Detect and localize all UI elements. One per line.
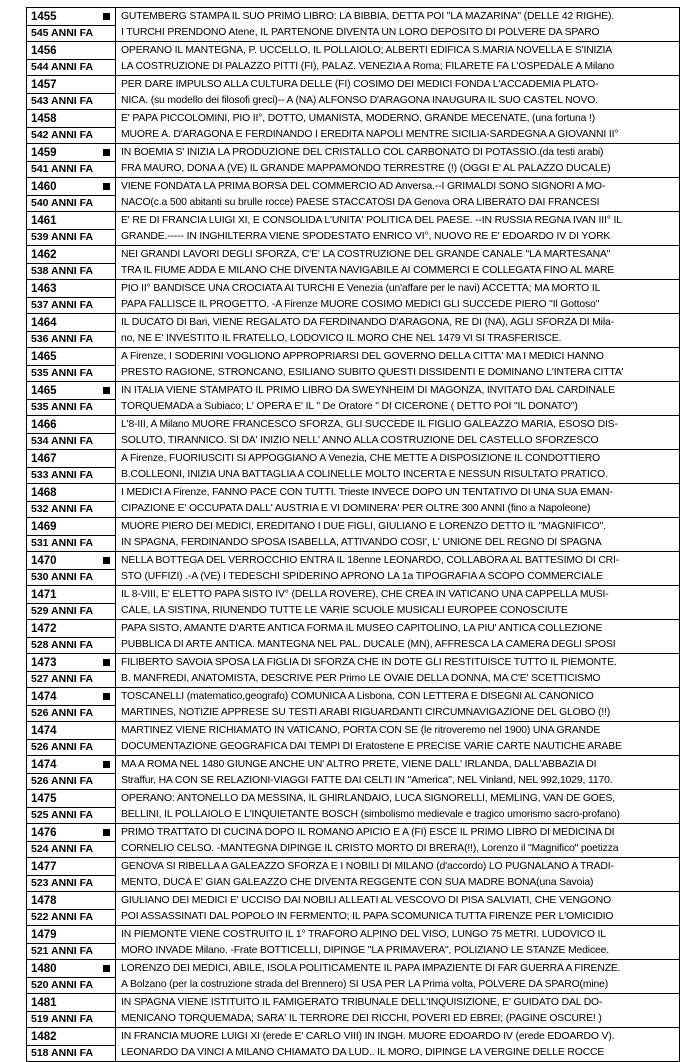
event-line-2: TORQUEMADA a Subiaco; L' OPERA E' IL " De Oratore " DI CICERONE ( DETTO POI "IL DONATO") xyxy=(121,401,578,412)
event-line-2: B. MANFREDI, ANATOMISTA, DESCRIVE PER Primo LE OVAIE DELLA DONNA, MA C'E' SCETTICISMO xyxy=(121,673,601,684)
year-row-5 xyxy=(27,178,680,212)
event-line-2: Straffur, HA CON SE RELAZIONI-VIAGGI FATTE DAI CELTI IN "America", NEL Vinland, NEL 992,1029, 1170. xyxy=(121,775,613,786)
event-cell xyxy=(116,892,680,926)
event-cell xyxy=(116,654,680,688)
square-bullet-icon xyxy=(103,659,110,666)
years-ago-label: 530 ANNI FA xyxy=(31,571,94,583)
year-number: 1478 xyxy=(31,895,57,907)
event-line-2: B.COLLEONI, INIZIA UNA BATTAGLIA A COLINELLE MOLTO INCERTA E NESSUN RISULTATO PRATICO. xyxy=(121,469,608,480)
event-cell xyxy=(116,8,680,42)
year-number: 1457 xyxy=(31,79,57,91)
event-line-1: IL DUCATO DI Bari, VIENE REGALATO DA FERDINANDO D'ARAGONA, RE DI (NA), AGLI SFORZA DI Mila- xyxy=(121,317,614,328)
event-line-1: E' RE DI FRANCIA LUIGI XI, E CONSOLIDA L'UNITA' POLITICA DEL PAESE. --IN RUSSIA REGNA IVAN III° IL xyxy=(121,215,622,226)
square-bullet-icon xyxy=(103,13,110,20)
year-number: 1468 xyxy=(31,487,57,499)
years-ago-label: 526 ANNI FA xyxy=(31,775,94,787)
year-label xyxy=(27,348,115,366)
years-ago-label: 537 ANNI FA xyxy=(31,299,94,311)
year-cell xyxy=(27,382,116,416)
event-cell xyxy=(116,178,680,212)
year-cell xyxy=(27,450,116,484)
event-line-1: E' PAPA PICCOLOMINI, PIO II°, DOTTO, UMANISTA, MODERNO, GRANDE MECENATE, (una fortuna !) xyxy=(121,113,596,124)
year-cell xyxy=(27,790,116,824)
event-line-1: IN PIEMONTE VIENE COSTRUITO IL 1° TRAFORO ALPINO DEL VISO, LUNGO 75 METRI. LUDOVICO IL xyxy=(121,929,606,940)
year-number: 1476 xyxy=(31,827,57,839)
year-number: 1470 xyxy=(31,555,57,567)
square-bullet-icon xyxy=(103,693,110,700)
years-ago-label: 545 ANNI FA xyxy=(31,27,94,39)
event-line-1: MA A ROMA NEL 1480 GIUNGE ANCHE UN' ALTRO PRETE, VIENE DALL' IRLANDA, DALL'ABBAZIA DI xyxy=(121,759,597,770)
event-line-2: GRANDE.----- IN INGHILTERRA VIENE SPODESTATO ENRICO VI°, NUOVO RE E' EDOARDO IV DI YORK xyxy=(121,231,611,242)
event-cell xyxy=(116,416,680,450)
year-row-22 xyxy=(27,756,680,790)
year-cell xyxy=(27,484,116,518)
year-label xyxy=(27,518,115,536)
year-row-9 xyxy=(27,314,680,348)
event-line-2: NICA. (su modello dei filosofi greci)-- A (NA) ALFONSO D'ARAGONA INAUGURA IL SUO CASTEL NOVO. xyxy=(121,95,598,106)
year-cell xyxy=(27,110,116,144)
event-line-1: MUORE PIERO DEI MEDICI, EREDITANO I DUE FIGLI, GIULIANO E LORENZO DETTO IL "MAGNIFICO". xyxy=(121,521,606,532)
year-cell xyxy=(27,654,116,688)
event-line-2: CALE, LA SISTINA, RIUNENDO TUTTE LE VARIE SCUOLE MUSICALI EUROPEE CONOSCIUTE xyxy=(121,605,568,616)
years-ago-label: 523 ANNI FA xyxy=(31,877,94,889)
event-cell xyxy=(116,994,680,1028)
square-bullet-icon xyxy=(103,557,110,564)
years-ago-label: 524 ANNI FA xyxy=(31,843,94,855)
year-cell xyxy=(27,756,116,790)
year-label xyxy=(27,892,115,910)
year-label xyxy=(27,382,115,400)
year-label xyxy=(27,246,115,264)
event-line-1: TOSCANELLI (matematico,geografo) COMUNICA A Lisbona, CON LETTERA E DISEGNI AL CANONICO xyxy=(121,691,594,702)
event-line-1: OPERANO: ANTONELLO DA MESSINA, IL GHIRLANDAIO, LUCA SIGNORELLI, MEMLING, VAN DE GOES, xyxy=(121,793,616,804)
year-row-15 xyxy=(27,518,680,552)
year-cell xyxy=(27,688,116,722)
year-number: 1472 xyxy=(31,623,57,635)
years-ago-label: 534 ANNI FA xyxy=(31,435,94,447)
year-label xyxy=(27,178,115,196)
year-cell xyxy=(27,212,116,246)
year-cell xyxy=(27,994,116,1028)
years-ago-label: 542 ANNI FA xyxy=(31,129,94,141)
event-line-1: GIULIANO DEI MEDICI E' UCCISO DAI NOBILI ALLEATI AL VESCOVO DI PISA SALVIATI, CHE VENGONO xyxy=(121,895,612,906)
year-number: 1471 xyxy=(31,589,57,601)
year-label xyxy=(27,756,115,774)
event-line-2: NACO(c.a 500 abitanti su brulle rocce) PAESE STACCATOSI DA Genova ORA LIBERATO DAI FRANCESI xyxy=(121,197,600,208)
year-label xyxy=(27,688,115,706)
year-label xyxy=(27,654,115,672)
event-line-2: PAPA FALLISCE IL PROGETTO. -A Firenze MUORE COSIMO MEDICI GLI SUCCEDE PIERO "Il Gottoso" xyxy=(121,299,600,310)
year-row-10 xyxy=(27,348,680,382)
event-line-2: LA COSTRUZIONE DI PALAZZO PITTI (FI), PALAZ. VENEZIA A Roma; FILARETE FA L'OSPEDALE A Milano xyxy=(121,61,615,72)
year-cell xyxy=(27,348,116,382)
years-ago-label: 535 ANNI FA xyxy=(31,367,94,379)
event-line-1: IN ITALIA VIENE STAMPATO IL PRIMO LIBRO DA SWEYNHEIM DI MAGONZA, INVITATO DAL CARDINALE xyxy=(121,385,615,396)
year-label xyxy=(27,552,115,570)
years-ago-label: 526 ANNI FA xyxy=(31,707,94,719)
event-line-2: MENTO, DUCA E' GIAN GALEAZZO CHE DIVENTA REGGENTE CON SUA MADRE BONA(una Savoia) xyxy=(121,877,594,888)
years-ago-label: 536 ANNI FA xyxy=(31,333,94,345)
year-cell xyxy=(27,144,116,178)
years-ago-label: 532 ANNI FA xyxy=(31,503,94,515)
year-label xyxy=(27,144,115,162)
years-ago-label: 538 ANNI FA xyxy=(31,265,94,277)
year-cell xyxy=(27,620,116,654)
year-number: 1465 xyxy=(31,351,57,363)
event-cell xyxy=(116,280,680,314)
year-cell xyxy=(27,314,116,348)
event-line-1: PER DARE IMPULSO ALLA CULTURA DELLE (FI) COSIMO DEI MEDICI FONDA L'ACCADEMIA PLATO- xyxy=(121,79,599,90)
event-line-2: PUBBLICA DI ARTE ANTICA. MANTEGNA NEL PAL. DUCALE (MN), AFFRESCA LA CAMERA DEGLI SPOSI xyxy=(121,639,616,650)
event-line-2: MUORE A. D'ARAGONA E FERDINANDO I EREDITA NAPOLI MENTRE SICILIA-SARDEGNA A GIOVANNI II° xyxy=(121,129,619,140)
year-number: 1462 xyxy=(31,249,57,261)
event-cell xyxy=(116,926,680,960)
years-ago-label: 541 ANNI FA xyxy=(31,163,94,175)
year-number: 1458 xyxy=(31,113,57,125)
year-number: 1479 xyxy=(31,929,57,941)
year-number: 1461 xyxy=(31,215,57,227)
square-bullet-icon xyxy=(103,149,110,156)
event-cell xyxy=(116,858,680,892)
event-line-2: POI ASSASSINATI DAL POPOLO IN FERMENTO; IL PAPA SCOMUNICA TUTTA FIRENZE PER L'OMICIDIO xyxy=(121,911,614,922)
year-number: 1467 xyxy=(31,453,57,465)
event-line-1: NEI GRANDI LAVORI DEGLI SFORZA, C'E' LA COSTRUZIONE DEL GRANDE CANALE "LA MARTESANA" xyxy=(121,249,611,260)
year-cell xyxy=(27,42,116,76)
year-label xyxy=(27,790,115,808)
year-number: 1464 xyxy=(31,317,57,329)
event-line-1: I MEDICI A Firenze, FANNO PACE CON TUTTI. Trieste INVECE DOPO UN TENTATIVO DI UNA SUA EMAN- xyxy=(121,487,613,498)
years-ago-label: 519 ANNI FA xyxy=(31,1013,94,1025)
years-ago-label: 527 ANNI FA xyxy=(31,673,94,685)
year-label xyxy=(27,314,115,332)
year-cell xyxy=(27,416,116,450)
year-number: 1475 xyxy=(31,793,57,805)
year-row-21 xyxy=(27,722,680,756)
year-cell xyxy=(27,960,116,994)
years-ago-label: 520 ANNI FA xyxy=(31,979,94,991)
year-number: 1459 xyxy=(31,147,57,159)
year-cell xyxy=(27,280,116,314)
year-label xyxy=(27,1028,115,1046)
square-bullet-icon xyxy=(103,183,110,190)
year-row-0 xyxy=(27,8,680,42)
year-number: 1474 xyxy=(31,725,57,737)
years-ago-label: 540 ANNI FA xyxy=(31,197,94,209)
year-cell xyxy=(27,722,116,756)
event-cell xyxy=(116,1028,680,1062)
year-number: 1469 xyxy=(31,521,57,533)
years-ago-label: 518 ANNI FA xyxy=(31,1047,94,1059)
year-cell xyxy=(27,552,116,586)
year-row-26 xyxy=(27,892,680,926)
years-ago-label: 544 ANNI FA xyxy=(31,61,94,73)
event-line-2: DOCUMENTAZIONE GEOGRAFICA DAI TEMPI DI Eratostene E PRECISE VARIE CARTE NAUTICHE ARABE xyxy=(121,741,622,752)
years-ago-label: 522 ANNI FA xyxy=(31,911,94,923)
event-line-2: I TURCHI PRENDONO Atene, IL PARTENONE DIVENTA UN LORO DEPOSITO DI POLVERE DA SPARO xyxy=(121,27,600,38)
year-row-8 xyxy=(27,280,680,314)
event-cell xyxy=(116,144,680,178)
year-row-30 xyxy=(27,1028,680,1062)
year-label xyxy=(27,824,115,842)
year-row-6 xyxy=(27,212,680,246)
event-line-2: IN SPAGNA, FERDINANDO SPOSA ISABELLA, ATTIVANDO COSI', L' UNIONE DEL REGNO DI SPAGNA xyxy=(121,537,602,548)
year-number: 1456 xyxy=(31,45,57,57)
year-label xyxy=(27,960,115,978)
event-cell xyxy=(116,688,680,722)
event-line-1: A Firenze, FUORIUSCITI SI APPOGGIANO A Venezia, CHE METTE A DISPOSIZIONE IL CONDOTTIERO xyxy=(121,453,601,464)
year-label xyxy=(27,76,115,94)
year-row-16 xyxy=(27,552,680,586)
event-line-1: PIO II° BANDISCE UNA CROCIATA AI TURCHI E Venezia (un'affare per le navi) ACCETTA; MA MORTO IL xyxy=(121,283,601,294)
event-line-1: PRIMO TRATTATO DI CUCINA DOPO IL ROMANO APICIO E A (FI) ESCE IL PRIMO LIBRO DI MEDICINA DI xyxy=(121,827,615,838)
years-ago-label: 526 ANNI FA xyxy=(31,741,94,753)
years-ago-label: 529 ANNI FA xyxy=(31,605,94,617)
event-line-2: TRA IL FIUME ADDA E MILANO CHE DIVENTA NAVIGABILE AI COMMERCI E COLLEGATA FINO AL MARE xyxy=(121,265,615,276)
year-row-7 xyxy=(27,246,680,280)
event-line-1: LORENZO DEI MEDICI, ABILE, ISOLA POLITICAMENTE IL PAPA IMPAZIENTE DI FAR GUERRA A FIRENZE. xyxy=(121,963,621,974)
year-row-23 xyxy=(27,790,680,824)
event-line-1: IN BOEMIA S' INIZIA LA PRODUZIONE DEL CRISTALLO COL CARBONATO DI POTASSIO.(da testi arabi) xyxy=(121,147,604,158)
year-label xyxy=(27,212,115,230)
event-line-2: FRA MAURO, DONA A (VE) IL GRANDE MAPPAMONDO TERRESTRE (!) (OGGI E' AL PALAZZO DUCALE) xyxy=(121,163,611,174)
event-line-1: OPERANO IL MANTEGNA, P. UCCELLO, IL POLLAIOLO; ALBERTI EDIFICA S.MARIA NOVELLA E S'INIZIA xyxy=(121,45,613,56)
event-line-2: A Bolzano (per la costruzione strada del Brennero) SI USA PER LA Prima volta, POLVERE DA SPARO(mine) xyxy=(121,979,609,990)
year-row-13 xyxy=(27,450,680,484)
year-label xyxy=(27,280,115,298)
year-number: 1482 xyxy=(31,1031,57,1043)
year-number: 1460 xyxy=(31,181,57,193)
year-label xyxy=(27,416,115,434)
year-label xyxy=(27,42,115,60)
year-cell xyxy=(27,1028,116,1062)
event-line-2: CIPAZIONE E' OCCUPATA DALL' AUSTRIA E VI DOMINERA' PER OLTRE 300 ANNI (fino a Napoleone) xyxy=(121,503,591,514)
event-line-2: CORNELIO CELSO. -MANTEGNA DIPINGE IL CRISTO MORTO DI BRERA(!!), Lorenzo il "Magnifico" poetizza xyxy=(121,843,619,854)
event-line-1: MARTINEZ VIENE RICHIAMATO IN VATICANO, PORTA CON SE (le ritroveremo nel 1900) UNA GRANDE xyxy=(121,725,601,736)
year-row-28 xyxy=(27,960,680,994)
event-cell xyxy=(116,382,680,416)
year-row-1 xyxy=(27,42,680,76)
year-row-4 xyxy=(27,144,680,178)
event-cell xyxy=(116,212,680,246)
event-cell xyxy=(116,450,680,484)
event-cell xyxy=(116,790,680,824)
years-ago-label: 525 ANNI FA xyxy=(31,809,94,821)
year-cell xyxy=(27,858,116,892)
year-number: 1474 xyxy=(31,759,57,771)
year-label xyxy=(27,8,115,26)
square-bullet-icon xyxy=(103,761,110,768)
event-line-1: IN SPAGNA VIENE ISTITUITO IL FAMIGERATO TRIBUNALE DELL'INQUISIZIONE, E' GUIDATO DAL DO- xyxy=(121,997,603,1008)
year-label xyxy=(27,450,115,468)
year-row-12 xyxy=(27,416,680,450)
event-line-1: GENOVA SI RIBELLA A GALEAZZO SFORZA E I NOBILI DI MILANO (d'accordo) LO PUGNALANO A TRADI- xyxy=(121,861,614,872)
year-row-11 xyxy=(27,382,680,416)
event-line-1: NELLA BOTTEGA DEL VERROCCHIO ENTRA IL 18enne LEONARDO, COLLABORA AL BATTESIMO DI CRI- xyxy=(121,555,620,566)
year-cell xyxy=(27,926,116,960)
event-line-2: MORO INVADE Milano. -Frate BOTTICELLI, DIPINGE "LA PRIMAVERA", POLIZIANO LE STANZE Medicee. xyxy=(121,945,609,956)
year-number: 1466 xyxy=(31,419,57,431)
year-number: 1455 xyxy=(31,11,57,23)
event-line-1: A Firenze, I SODERINI VOGLIONO APPROPRIARSI DEL GOVERNO DELLA CITTA' MA I MEDICI HANNO xyxy=(121,351,604,362)
event-cell xyxy=(116,824,680,858)
year-row-14 xyxy=(27,484,680,518)
event-line-1: IN FRANCIA MUORE LUIGI XI (erede E' CARLO VIII) IN INGH. MUORE EDOARDO IV (erede EDOARDO V). xyxy=(121,1031,615,1042)
year-label xyxy=(27,926,115,944)
years-ago-label: 543 ANNI FA xyxy=(31,95,94,107)
year-cell xyxy=(27,8,116,42)
year-number: 1477 xyxy=(31,861,57,873)
year-cell xyxy=(27,892,116,926)
year-row-25 xyxy=(27,858,680,892)
year-number: 1463 xyxy=(31,283,57,295)
year-label xyxy=(27,858,115,876)
year-number: 1474 xyxy=(31,691,57,703)
year-label xyxy=(27,722,115,740)
event-cell xyxy=(116,42,680,76)
square-bullet-icon xyxy=(103,829,110,836)
event-line-2: STO (UFFIZI) .-A (VE) I TEDESCHI SPIDERINO APRONO LA 1a TIPOGRAFIA A SCOPO COMMERCIALE xyxy=(121,571,603,582)
event-line-1: L'8-III, A Milano MUORE FRANCESCO SFORZA, GLI SUCCEDE IL FIGLIO GALEAZZO MARIA, ESOSO DIS- xyxy=(121,419,618,430)
year-row-17 xyxy=(27,586,680,620)
year-row-27 xyxy=(27,926,680,960)
event-cell xyxy=(116,552,680,586)
year-label xyxy=(27,586,115,604)
event-cell xyxy=(116,76,680,110)
year-cell xyxy=(27,76,116,110)
year-number: 1465 xyxy=(31,385,57,397)
year-row-3 xyxy=(27,110,680,144)
event-cell xyxy=(116,314,680,348)
event-cell xyxy=(116,722,680,756)
year-row-19 xyxy=(27,654,680,688)
event-cell xyxy=(116,756,680,790)
year-number: 1481 xyxy=(31,997,57,1009)
square-bullet-icon xyxy=(103,387,110,394)
event-cell xyxy=(116,518,680,552)
year-label xyxy=(27,620,115,638)
event-cell xyxy=(116,348,680,382)
chronology-body xyxy=(27,8,680,1062)
event-line-2: PRESTO RAGIONE, STRONCANO, ESILIANO SUBITO QUESTI DISSIDENTI E DOMINANO L'INTERA CITTA' xyxy=(121,367,624,378)
event-line-2: SOLUTO, TIRANNICO. SI DA' INIZIO NELL' ANNO ALLA COSTRUZIONE DEL CASTELLO SFORZESCO xyxy=(121,435,599,446)
year-row-18 xyxy=(27,620,680,654)
year-row-24 xyxy=(27,824,680,858)
event-cell xyxy=(116,246,680,280)
year-row-20 xyxy=(27,688,680,722)
event-cell xyxy=(116,110,680,144)
year-label xyxy=(27,110,115,128)
years-ago-label: 533 ANNI FA xyxy=(31,469,94,481)
years-ago-label: 521 ANNI FA xyxy=(31,945,94,957)
year-row-2 xyxy=(27,76,680,110)
event-cell xyxy=(116,484,680,518)
year-row-29 xyxy=(27,994,680,1028)
event-cell xyxy=(116,960,680,994)
year-cell xyxy=(27,518,116,552)
chronology-table xyxy=(26,7,680,1062)
event-line-2: MARTINES, NOTIZIE APPRESE SU TESTI ARABI RIGUARDANTI CIRCUMNAVIGAZIONE DEL GLOBO (!!) xyxy=(121,707,611,718)
square-bullet-icon xyxy=(103,965,110,972)
event-cell xyxy=(116,620,680,654)
event-line-2: BELLINI, IL POLLAIOLO E L'INQUIETANTE BOSCH (simbolismo medievale e tragico umorismo sacro-profano) xyxy=(121,809,620,820)
year-cell xyxy=(27,824,116,858)
event-line-2: MENICANO TORQUEMADA; SARA' IL TERRORE DEI RICCHI, POVERI ED EBREI; (PAGINE OSCURE! ) xyxy=(121,1013,602,1024)
years-ago-label: 539 ANNI FA xyxy=(31,231,94,243)
event-line-1: IL 8-VIII, E' ELETTO PAPA SISTO IV° (DELLA ROVERE), CHE CREA IN VATICANO UNA CAPPELLA MUSI- xyxy=(121,589,609,600)
event-cell xyxy=(116,586,680,620)
year-cell xyxy=(27,246,116,280)
year-label xyxy=(27,484,115,502)
event-line-1: GUTEMBERG STAMPA IL SUO PRIMO LIBRO: LA BIBBIA, DETTA POI "LA MAZARINA" (DELLE 42 RIGHE). xyxy=(121,11,615,22)
year-number: 1480 xyxy=(31,963,57,975)
event-line-1: PAPA SISTO, AMANTE D'ARTE ANTICA FORMA IL MUSEO CAPITOLINO, LA PIU' ANTICA COLLEZIONE xyxy=(121,623,603,634)
year-cell xyxy=(27,586,116,620)
year-cell xyxy=(27,178,116,212)
event-line-1: VIENE FONDATA LA PRIMA BORSA DEL COMMERCIO AD Anversa.--I GRIMALDI SONO SIGNORI A MO- xyxy=(121,181,606,192)
year-label xyxy=(27,994,115,1012)
event-line-2: LEONARDO DA VINCI A MILANO CHIAMATO DA LUD.. IL MORO, DIPINGE LA VERGINE DELLE ROCCE xyxy=(121,1047,605,1058)
years-ago-label: 528 ANNI FA xyxy=(31,639,94,651)
event-line-1: FILIBERTO SAVOIA SPOSA LA FIGLIA DI SFORZA CHE IN DOTE GLI RESTITUISCE TUTTO IL PIEMONTE. xyxy=(121,657,617,668)
years-ago-label: 531 ANNI FA xyxy=(31,537,94,549)
years-ago-label: 535 ANNI FA xyxy=(31,401,94,413)
year-number: 1473 xyxy=(31,657,57,669)
event-line-2: no, NE E' INVESTITO IL FRATELLO, LODOVICO IL MORO CHE NEL 1479 VI SI TRASFERISCE. xyxy=(121,333,562,344)
